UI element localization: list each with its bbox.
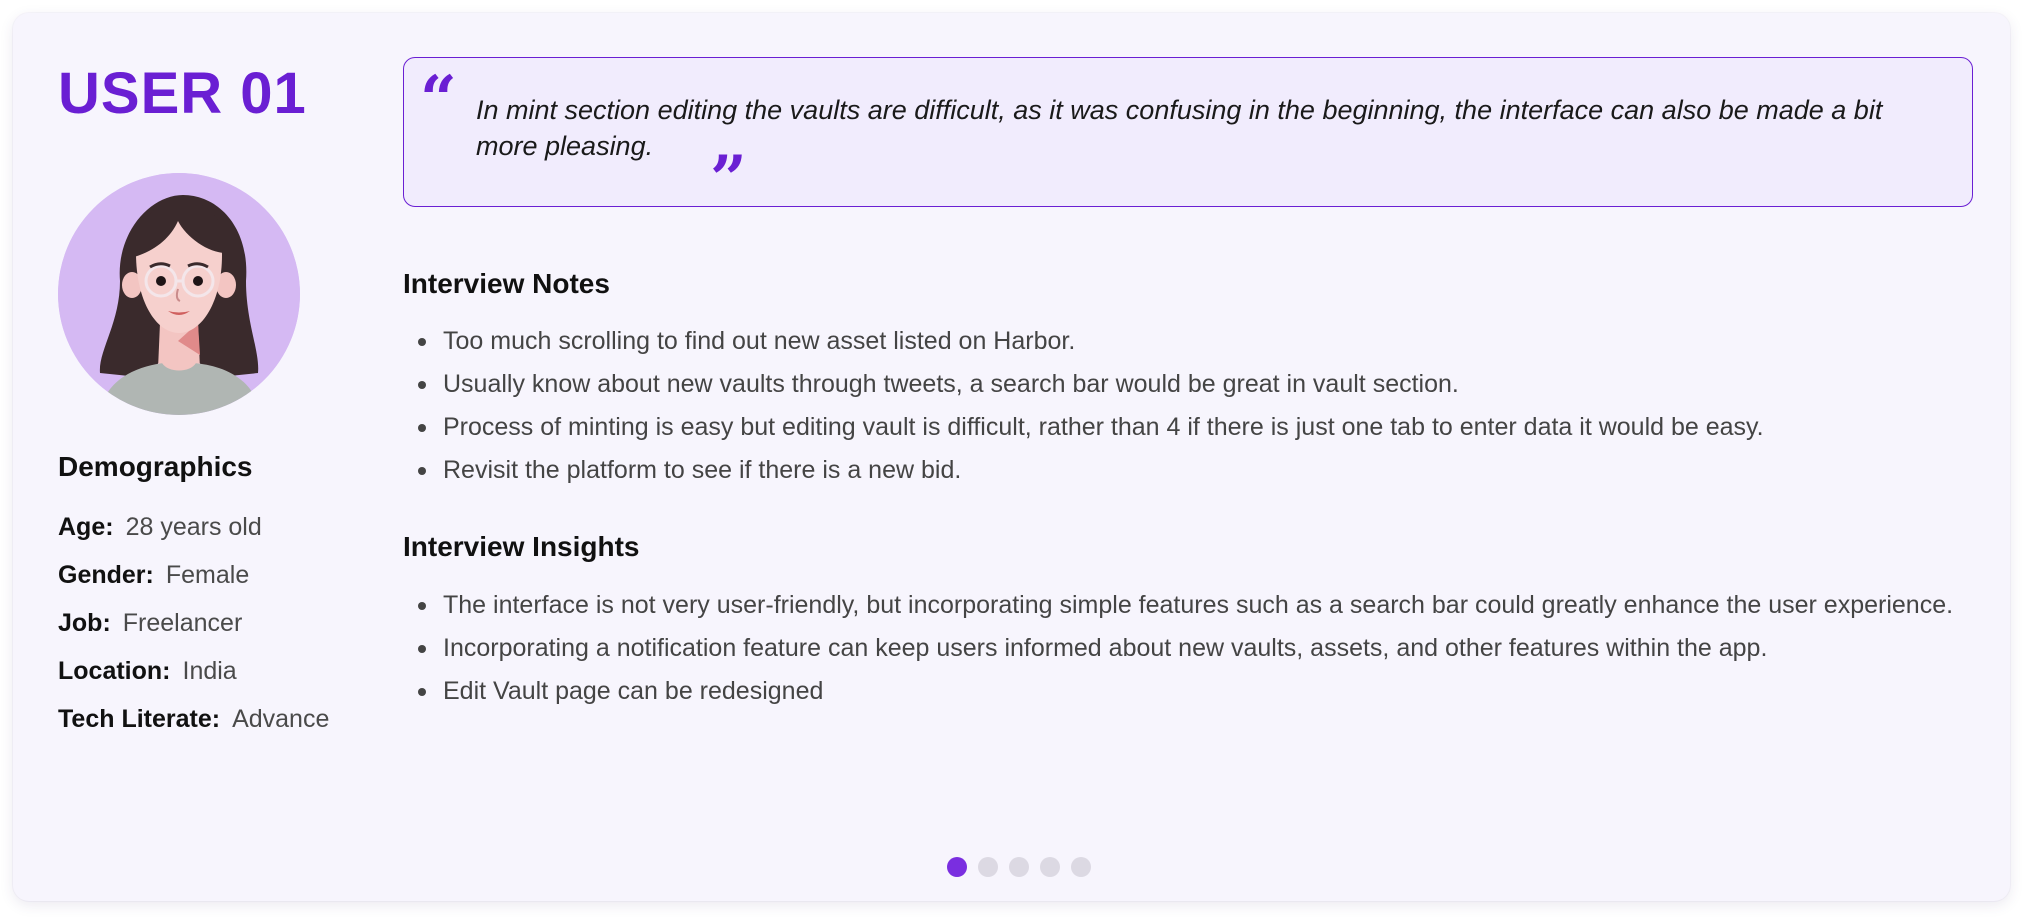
interview-insights-list: [403, 589, 1983, 718]
list-item: Revisit the platform to see if there is a new bid.: [403, 454, 1983, 486]
woman-avatar-icon: [58, 173, 300, 415]
demographic-value: Female: [165, 561, 250, 589]
demographic-value: Advance: [232, 705, 330, 733]
list-item: Edit Vault page can be redesigned: [403, 675, 1983, 707]
demographic-row-gender: [58, 561, 329, 609]
demographic-value: India: [182, 657, 237, 685]
demographics-list: [58, 513, 329, 753]
list-item: Usually know about new vaults through tweets, a search bar would be great in vault section.: [403, 368, 1983, 400]
pagination-dot-1[interactable]: [947, 857, 967, 877]
demographic-label: Age:: [58, 513, 114, 541]
quote-close-icon: ”: [710, 142, 747, 217]
demographic-label: Gender:: [58, 561, 154, 589]
pagination-dot-2[interactable]: [978, 857, 998, 877]
list-item: Process of minting is easy but editing vault is difficult, rather than 4 if there is just one tab to enter data it would be easy.: [403, 411, 1983, 443]
demographics-heading: Demographics: [58, 451, 253, 482]
demographic-row-age: [58, 513, 329, 561]
list-item: Incorporating a notification feature can keep users informed about new vaults, assets, and other features within the app.: [403, 632, 1983, 664]
pagination-dot-4[interactable]: [1040, 857, 1060, 877]
user-title: USER 01: [58, 61, 307, 126]
interview-insights-heading: Interview Insights: [403, 531, 640, 562]
list-item: The interface is not very user-friendly, but incorporating simple features such as a search bar could greatly enhance the user experience.: [403, 589, 1983, 621]
pagination-dot-3[interactable]: [1009, 857, 1029, 877]
user-quote: [403, 57, 1973, 217]
demographic-label: Location:: [58, 657, 171, 685]
quote-text: In mint section editing the vaults are difficult, as it was confusing in the beginning, the interface can also be made a bit more pleasing.: [476, 95, 1883, 161]
list-item: Too much scrolling to find out new asset listed on Harbor.: [403, 325, 1983, 357]
demographic-label: Job:: [58, 609, 111, 637]
interview-notes-heading: Interview Notes: [403, 268, 610, 299]
user-persona-card: [13, 13, 2010, 901]
interview-notes-list: [403, 325, 1983, 497]
demographic-row-location: [58, 657, 329, 705]
quote-open-icon: “: [420, 62, 457, 137]
pagination-dot-5[interactable]: [1071, 857, 1091, 877]
demographic-value: 28 years old: [125, 513, 262, 541]
demographic-label: Tech Literate:: [58, 705, 221, 733]
avatar: [58, 173, 300, 415]
demographic-value: Freelancer: [122, 609, 243, 637]
pagination-dots: [947, 857, 1091, 877]
demographic-row-tech-literate: [58, 705, 329, 753]
demographic-row-job: [58, 609, 329, 657]
